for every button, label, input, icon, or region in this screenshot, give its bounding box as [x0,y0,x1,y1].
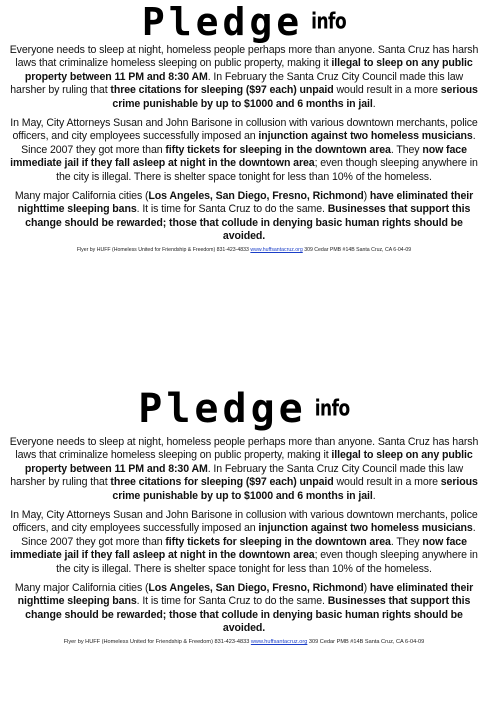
flyer-title-row [6,0,482,44]
flyer-subtitle: info [314,396,350,422]
paragraph-california-cities: Many major California cities (Los Angeles, San Diego, Fresno, Richmond) have eliminated their nighttime sleeping bans. It is time for Santa Cruz to do the same. Businesses that support this change should be rewarded; those that collude in denying basic human rights should be avoided. [14,582,474,635]
paragraph-sleeping-laws: Everyone needs to sleep at night, homeless people perhaps more than anyone. Santa Cruz has harsh laws that criminalize homeless sleeping on public property, making it illegal to sleep on any public property between 11 PM and 8:30 AM. In February the Santa Cruz City Council made this law harsher by ruling that three citations for sleeping ($97 each) unpaid would result in a more serious crime punishable by up to $1000 and 6 months in jail. [9,44,479,110]
paragraph-injunction: In May, City Attorneys Susan and John Barisone in collusion with various downtown merchants, police officers, and city employees successfully imposed an injunction against two homeless musicians. Since 2007 they got more than fifty tickets for sleeping in the downtown area. They now face immediate jail if they fall asleep at night in the downtown area; even though sleeping anywhere in the city is illegal. There is shelter space tonight for less than 10% of the homeless. [10,509,478,575]
paragraph-sleeping-laws: Everyone needs to sleep at night, homeless people perhaps more than anyone. Santa Cruz has harsh laws that criminalize homeless sleeping on public property, making it illegal to sleep on any public property between 11 PM and 8:30 AM. In February the Santa Cruz City Council made this law harsher by ruling that three citations for sleeping ($97 each) unpaid would result in a more serious crime punishable by up to $1000 and 6 months in jail. [9,436,479,502]
website-link[interactable]: www.huffsantacruz.org [250,246,303,253]
paragraph-injunction: In May, City Attorneys Susan and John Barisone in collusion with various downtown merchants, police officers, and city employees successfully imposed an injunction against two homeless musicians. Since 2007 they got more than fifty tickets for sleeping in the downtown area. They now face immediate jail if they fall asleep at night in the downtown area; even though sleeping anywhere in the city is illegal. There is shelter space tonight for less than 10% of the homeless. [10,117,478,183]
flyer-subtitle: info [311,9,347,36]
flyer-footer: Flyer by HUFF (Homeless United for Friendship & Freedom) 831-423-4833 www.huffsantacruz.org 309 Cedar PMB #14B Santa Cruz, CA 6-04-09 [76,246,412,253]
website-link[interactable]: www.huffsantacruz.org [250,638,308,645]
flyer-top [0,0,488,320]
flyer-footer: Flyer by HUFF (Homeless United for Friendship & Freedom) 831-423-4833 www.huffsantacruz.org 309 Cedar PMB #14B Santa Cruz, CA 6-04-09 [63,638,425,645]
flyer-bottom [0,382,488,702]
flyer-title: Pledge [138,386,307,432]
paragraph-california-cities: Many major California cities (Los Angeles, San Diego, Fresno, Richmond) have eliminated their nighttime sleeping bans. It is time for Santa Cruz to do the same. Businesses that support this change should be rewarded; those that collude in denying basic human rights should be avoided. [14,190,474,243]
flyer-title: Pledge [141,0,304,44]
flyer-title-row [6,382,482,436]
